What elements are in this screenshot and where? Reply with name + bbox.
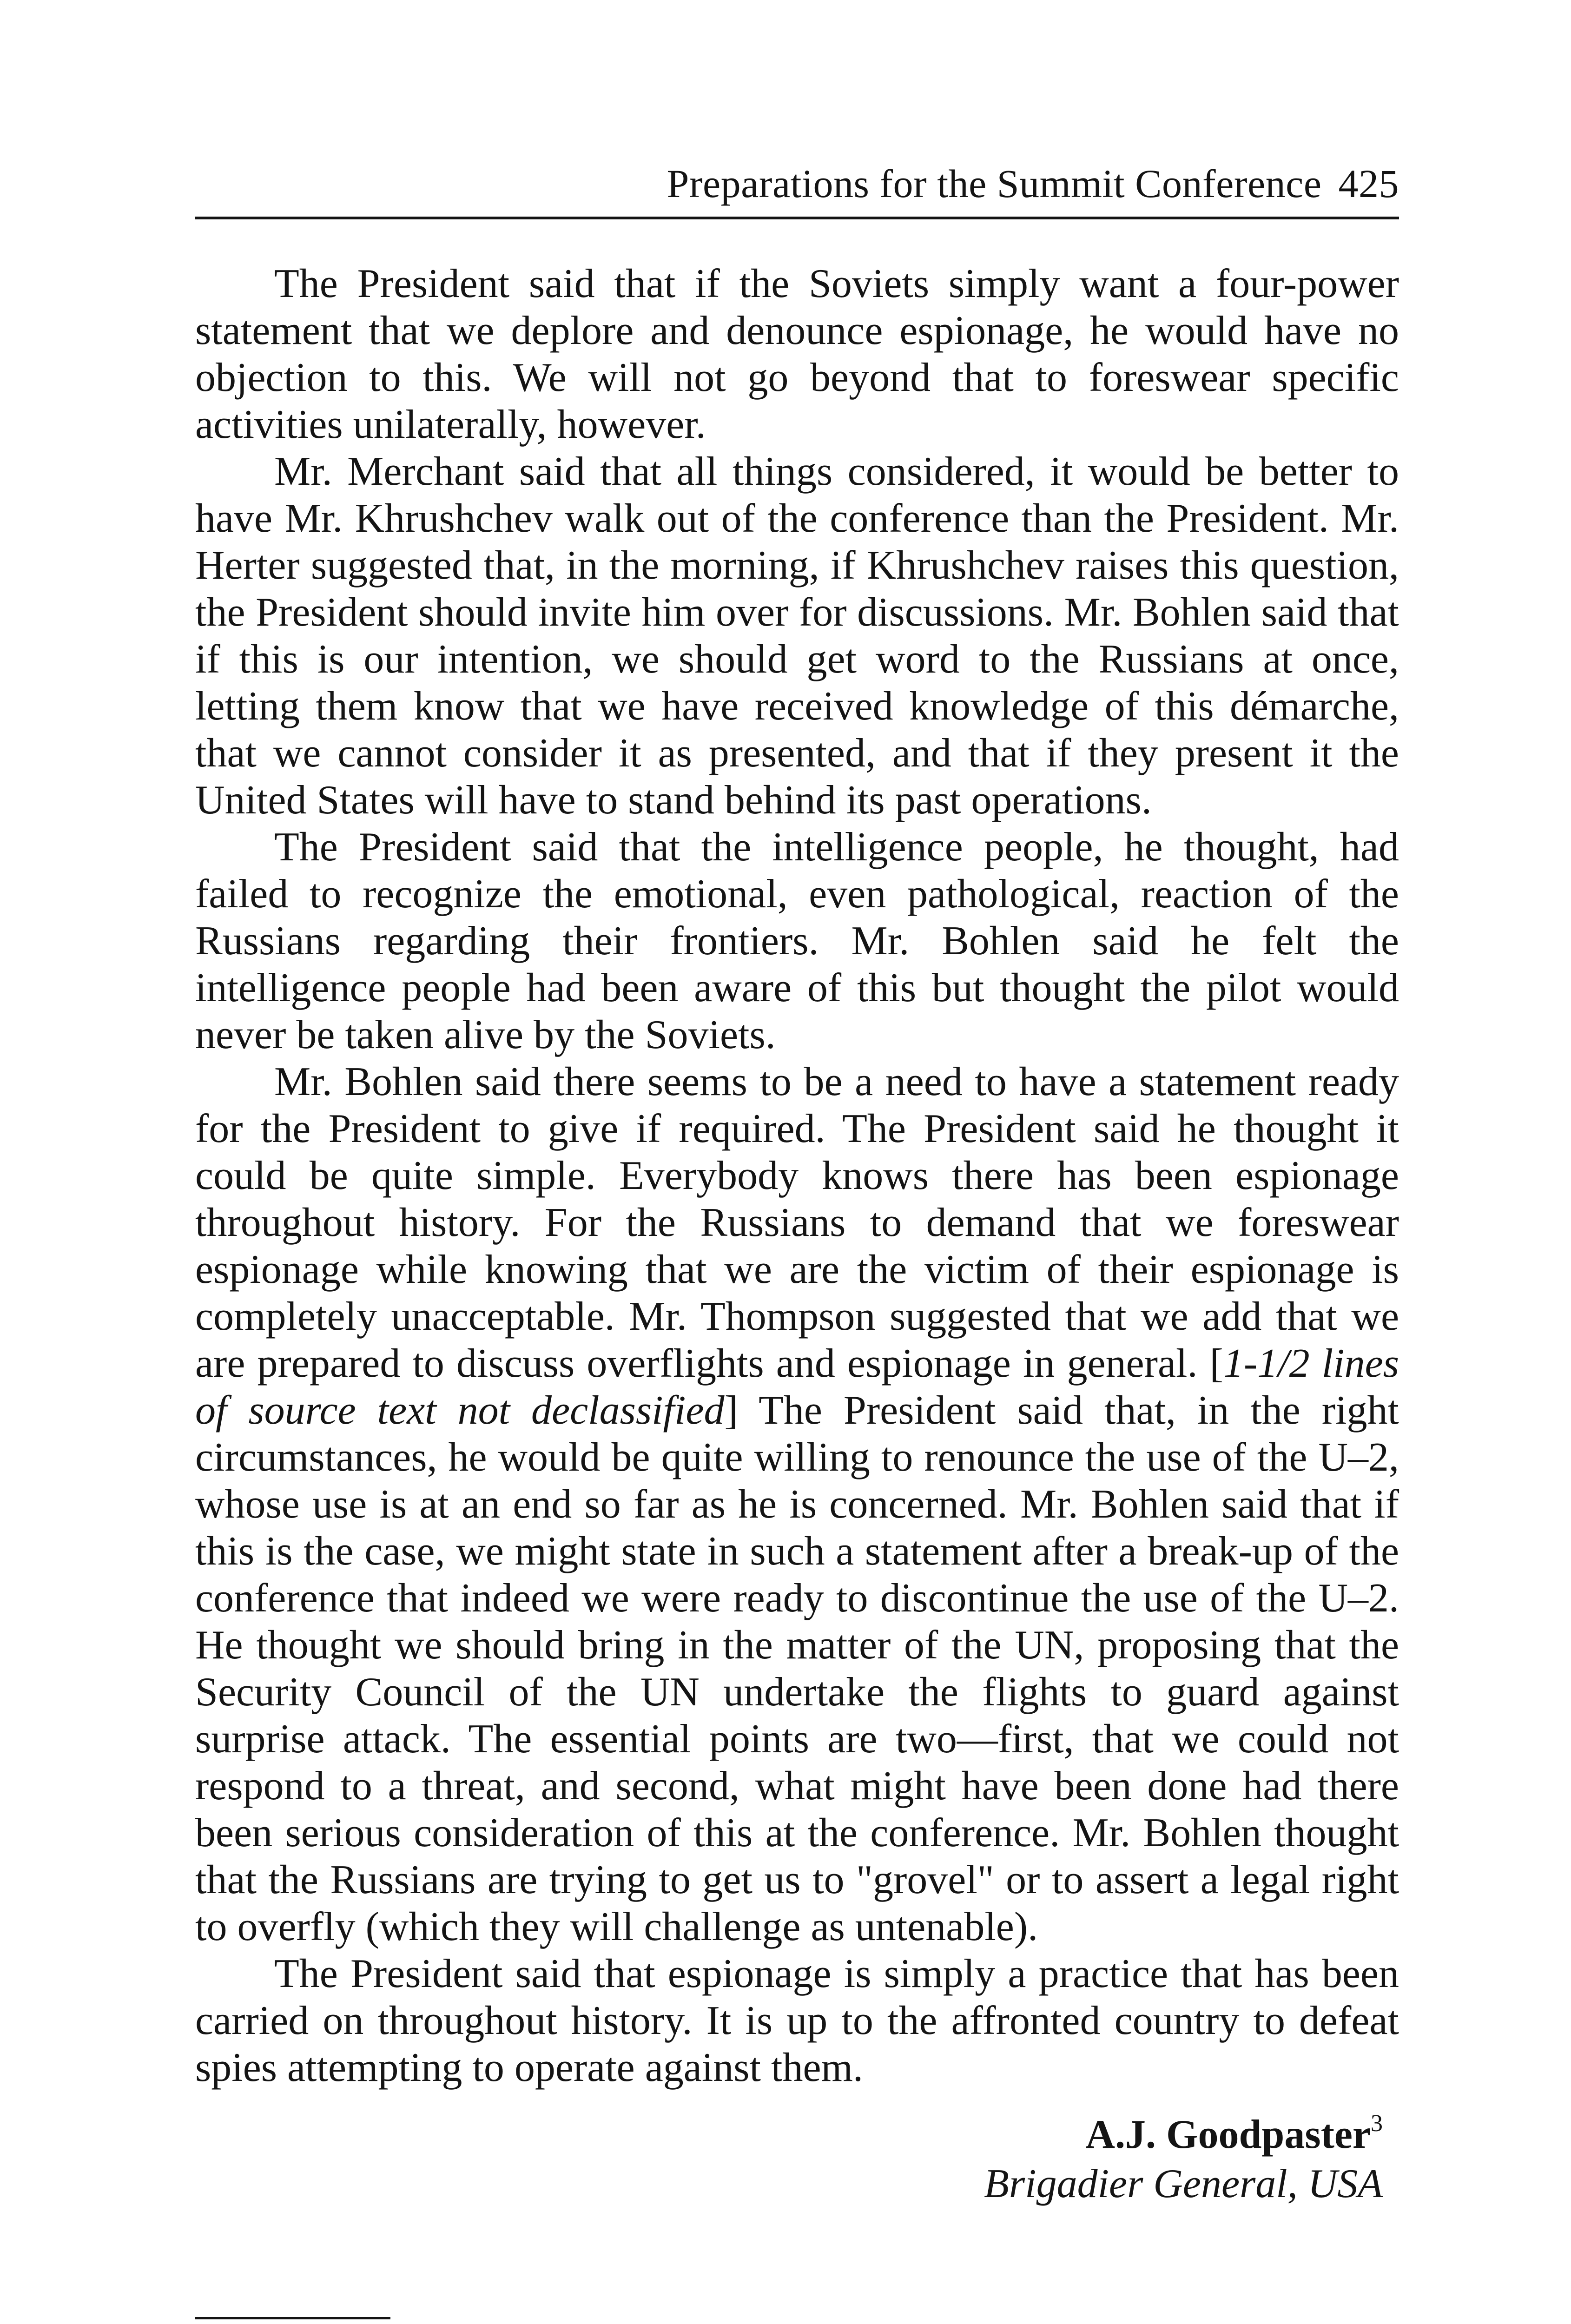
running-header: [195, 158, 1399, 209]
paragraph-4-before: Mr. Bohlen said there seems to be a need to have a statement ready for the President to give if required. The President said he thought it could be quite simple. Everybody knows there has been espionage throughout history. For the Russians to demand that we foreswear espionage while knowing that we are the victim of their espionage is completely unacceptable. Mr. Thompson suggested that we add that we are prepared to discuss overflights and espionage in general.: [195, 1059, 1399, 1386]
paragraph-1: The President said that if the Soviets simply want a four-power statement that we deplore and denounce espionage, he would have no objection to this. We will not go beyond that to foreswear specific activities unilaterally, however.: [195, 261, 1399, 447]
paragraph-2: Mr. Merchant said that all things considered, it would be better to have Mr. Khrushchev walk out of the conference than the President. Mr. Herter suggested that, in the morning, if Khrushchev raises this question, the President should invite him over for discussions. Mr. Bohlen said that if this is our intention, we should get word to the Russians at once, letting them know that we have received knowledge of this démarche, that we cannot consider it as presented, and that if they present it the United States will have to stand behind its past operations.: [195, 449, 1399, 823]
signature-footnote-marker: 3: [1371, 2110, 1383, 2137]
header-rule: [195, 217, 1399, 219]
signature-name-line: [984, 2110, 1383, 2159]
signature-name: A.J. Goodpaster: [1085, 2112, 1371, 2157]
paragraph-5: The President said that espionage is simply a practice that has been carried on throughout history. It is up to the affronted country to defeat spies attempting to operate against them.: [195, 1951, 1399, 2090]
page-number: 425: [1338, 161, 1399, 206]
redaction-bracket-close: ]: [724, 1388, 738, 1433]
body-text: [195, 260, 1399, 2091]
paragraph-4: [195, 1058, 1399, 1950]
redaction-note: 1-1/2 lines of source text not declassified: [195, 1341, 1399, 1433]
signature-title: Brigadier General, USA: [984, 2161, 1383, 2206]
running-title: Preparations for the Summit Conference: [667, 161, 1322, 206]
redaction-bracket-open: [: [1209, 1341, 1223, 1386]
signature-block: [984, 2110, 1383, 2209]
paragraph-3: The President said that the intelligence people, he thought, had failed to recognize the emotional, even pathological, reaction of the Russians regarding their frontiers. Mr. Bohlen said he felt the intelligence people had been aware of this but thought the pilot would never be taken alive by the Soviets.: [195, 825, 1399, 1057]
footnote-rule: [195, 2317, 390, 2319]
paragraph-4-after: The President said that, in the right circumstances, he would be quite willing to renounce the use of the U–2, whose use is at an end so far as he is concerned. Mr. Bohlen said that if this is the case, we might state in such a statement after a break-up of the conference that indeed we were ready to discontinue the use of the U–2. He thought we should bring in the matter of the UN, proposing that the Security Council of the UN undertake the flights to guard against surprise attack. The essential points are two—first, that we could not respond to a threat, and second, what might have been done had there been serious consideration of this at the conference. Mr. Bohlen thought that the Russians are trying to get us to "grovel" or to assert a legal right to overfly (which they will challenge as untenable).: [195, 1388, 1399, 1949]
